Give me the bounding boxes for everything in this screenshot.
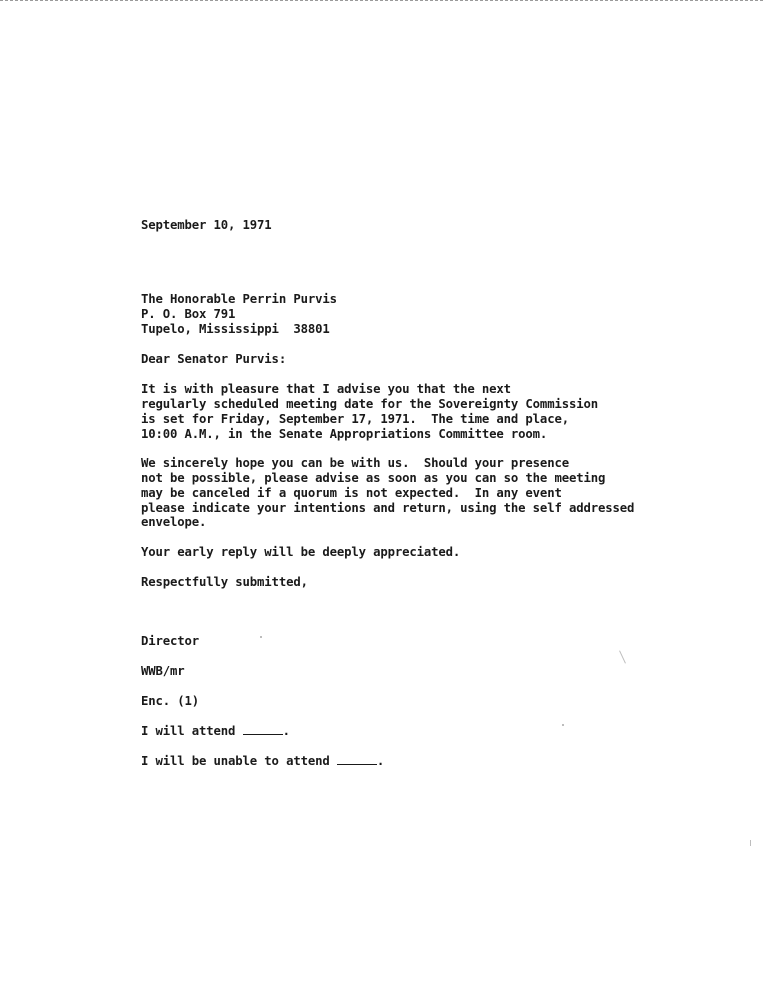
attend-blank[interactable] — [243, 724, 283, 735]
recipient-name: The Honorable Perrin Purvis — [141, 292, 337, 306]
closing: Respectfully submitted, — [141, 575, 308, 589]
unable-response — [141, 754, 384, 769]
paragraph-2-line-2: not be possible, please advise as soon as you can so the meeting — [141, 471, 606, 485]
paragraph-2-line-3: may be canceled if a quorum is not expected. In any event — [141, 486, 562, 500]
attend-period: . — [282, 724, 290, 738]
scan-speck — [562, 724, 564, 726]
paragraph-1-line-3: is set for Friday, September 17, 1971. The time and place, — [141, 412, 569, 426]
salutation: Dear Senator Purvis: — [141, 352, 287, 366]
recipient-box: P. O. Box 791 — [141, 307, 236, 321]
paragraph-3: Your early reply will be deeply appreciated. — [141, 545, 461, 559]
attend-response — [141, 724, 290, 739]
letter-date: September 10, 1971 — [141, 218, 272, 232]
enclosure-note: Enc. (1) — [141, 694, 200, 708]
paragraph-2-line-5: envelope. — [141, 515, 207, 529]
typist-initials: WWB/mr — [141, 664, 185, 678]
scan-speck — [260, 636, 262, 638]
paragraph-2-line-4: please indicate your intentions and return, using the self addressed — [141, 501, 635, 515]
recipient-city: Tupelo, Mississippi 38801 — [141, 322, 330, 336]
paragraph-1-line-4: 10:00 A.M., in the Senate Appropriations Committee room. — [141, 427, 548, 441]
unable-period: . — [376, 754, 385, 768]
signature-title: Director — [141, 634, 200, 648]
scan-mark — [619, 650, 626, 663]
unable-label: I will be unable to attend — [141, 754, 330, 768]
page-top-edge — [0, 0, 763, 1]
unable-blank[interactable] — [337, 754, 377, 765]
paragraph-1-line-2: regularly scheduled meeting date for the Sovereignty Commission — [141, 397, 598, 411]
scan-speck — [750, 840, 751, 846]
paragraph-1-line-1: It is with pleasure that I advise you that the next — [141, 382, 511, 396]
paragraph-2-line-1: We sincerely hope you can be with us. Should your presence — [141, 456, 569, 470]
attend-label: I will attend — [141, 724, 236, 738]
